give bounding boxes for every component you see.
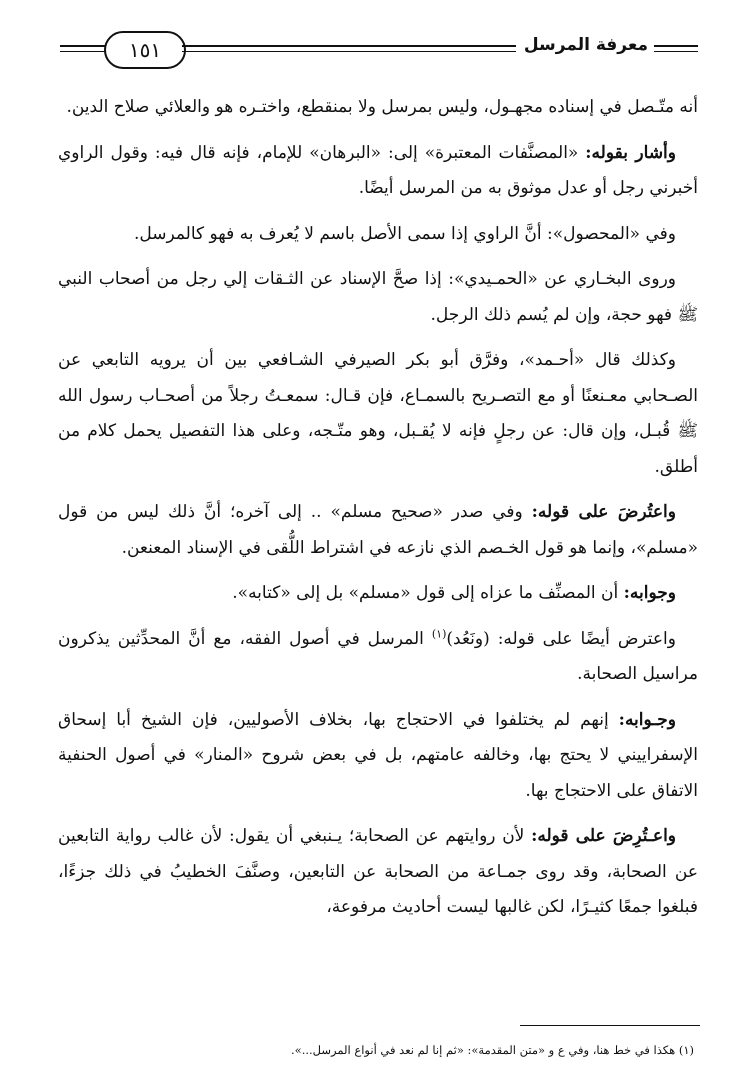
paragraph-text: وكذلك قال «أحـمد»، وفرَّق أبو بكر الصيرفي الشـافعي بين أن يرويه التابعي عن الصـحابي معـنعنًا أو مع التصـريح بالسمـاع، فإن قـال: سمعـتُ رجلاً من أصحـاب رسول الله ﷺ قُبـل، وإن قال: عن رجلٍ فإنه لا يُقـبل، وهو متّـجه، وعلى هذا التفصيل يحمل كلام من أطلق. <box>58 350 698 477</box>
paragraph-6 <box>58 495 698 566</box>
header-rule-left-thin <box>60 51 106 52</box>
paragraph-text: أن المصنِّف ما عزاه إلى قول «مسلم» بل إلى «كتابه». <box>232 583 624 603</box>
page-number <box>104 31 186 69</box>
header-rule-middle <box>182 45 516 47</box>
body-text <box>58 90 698 936</box>
header-rule-right-thin <box>654 51 698 52</box>
paragraph-lead: واعتُرضَ على قوله: <box>531 502 676 522</box>
paragraph-text: «المصنَّفات المعتبرة» إلى: «البرهان» للإمام، فإنه قال فيه: وقول الراوي أخبرني رجل أو عدل موثوق به من المرسل أيضًا. <box>58 142 698 198</box>
page-header <box>0 0 734 80</box>
paragraph-5 <box>58 343 698 485</box>
paragraph-text: وفي «المحصول»: أنَّ الراوي إذا سمى الأصل باسم لا يُعرف به فهو كالمرسل. <box>133 223 676 244</box>
header-rule-right <box>654 45 698 47</box>
paragraph-lead: وجوابه: <box>623 583 676 603</box>
paragraph-9 <box>58 703 698 810</box>
paragraph-8 <box>58 622 698 693</box>
paragraph-10 <box>58 819 698 926</box>
footnote-divider <box>520 1025 700 1026</box>
paragraph-text: إنهم لم يختلفوا في الاحتجاج بها، بخلاف الأصوليين، فإن الشيخ أبا إسحاق الإسفراييني لا يحتج بها، وخالفه عامتهم، بل في بعض شروح «المنار» في أصول الحنفية الاتفاق على الاحتجاج بها. <box>58 709 698 801</box>
paragraph-text: أنه متّـصل في إسناده مجهـول، وليس بمرسل ولا بمنقطع، واختـره هو والعلائي صلاح الدين. <box>66 97 698 117</box>
paragraph-7 <box>58 576 698 612</box>
paragraph-3 <box>58 217 698 253</box>
footnote-reference[interactable]: (١) <box>431 626 447 640</box>
page-number-text: ١٥١ <box>128 38 162 62</box>
paragraph-2 <box>58 136 698 207</box>
running-title: معرفة المرسل <box>523 35 648 55</box>
paragraph-lead: وأشار بقوله: <box>585 142 676 163</box>
paragraph-text: وروى البخـاري عن «الحمـيدي»: إذا صحَّ الإسناد عن الثـقات إلي رجل من أصحاب النبي ﷺ فهو حجة، وإن لم يُسم ذلك الرجل. <box>58 269 698 325</box>
footnote <box>60 1041 694 1059</box>
paragraph-text: وفي صدر «صحيح مسلم» .. إلى آخره؛ أنَّ ذلك ليس من قول «مسلم»، وإنما هو قول الخـصم الذي نازعه في اشتراط اللُّقى في الإسناد المعنعن. <box>58 502 698 558</box>
header-rule-left <box>60 45 106 47</box>
paragraph-lead: واعـتُرِضَ على قوله: <box>531 826 676 846</box>
footnote-text: (١) هكذا في خط هنا، وفي ع و «متن المقدمة»: «ثم إنا لم نعد في أنواع المرسل...». <box>291 1043 694 1057</box>
paragraph-text-tail: المرسل في أصول الفقه، مع أنَّ المحدِّثين يذكرون مراسيل الصحابة. <box>58 628 698 684</box>
paragraph-1 <box>58 90 698 126</box>
paragraph-text: واعترض أيضًا على قوله: (ونَعُد) <box>446 628 676 649</box>
paragraph-text: لأن روايتهم عن الصحابة؛ يـنبغي أن يقول: لأن غالب رواية التابعين عن الصحابة، وقد روى جمـاعة من الصحابة عن التابعين، وصنَّفَ الخطيبُ في ذلك جزءًا، فبلغوا جمعًا كثيـرًا، لكن غالبها ليست أحاديث مرفوعة، <box>58 826 698 917</box>
paragraph-lead: وجـوابه: <box>618 709 676 730</box>
header-rule-middle-thin <box>182 51 516 52</box>
paragraph-4 <box>58 262 698 333</box>
